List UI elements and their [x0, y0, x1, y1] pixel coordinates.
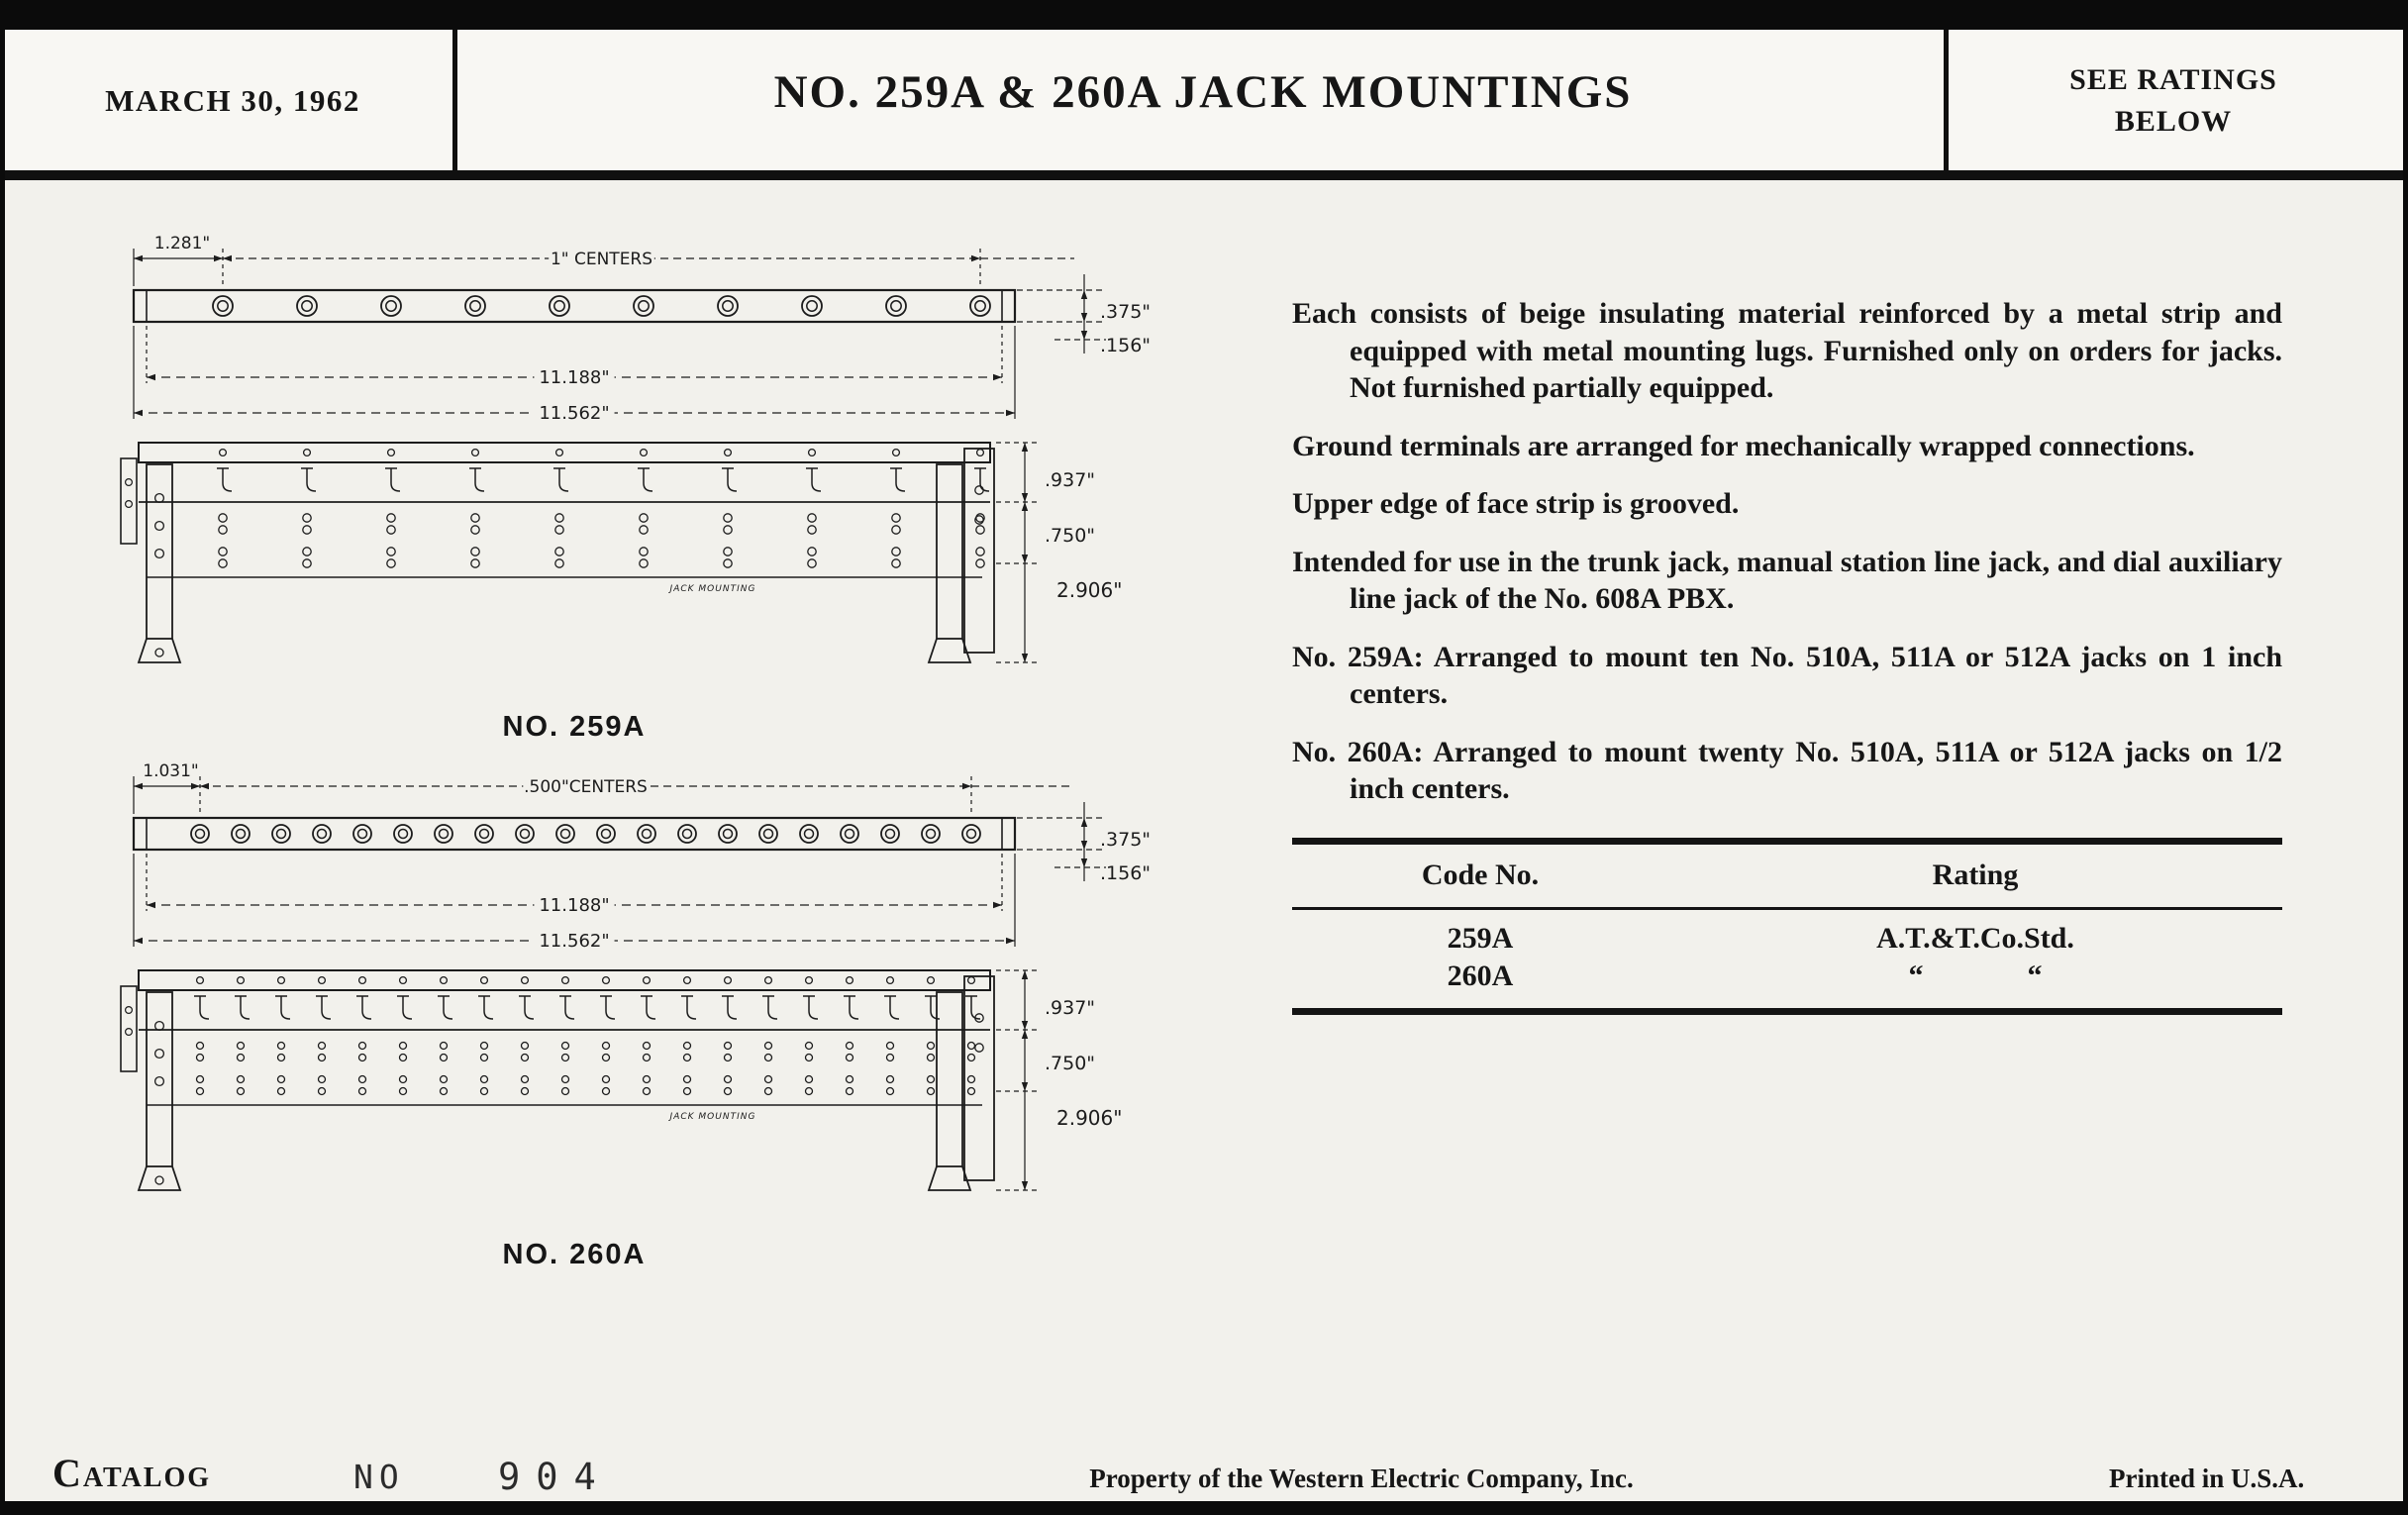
ground-terminal: [238, 1055, 245, 1061]
ground-terminal: [555, 514, 563, 522]
ground-terminal: [522, 1043, 529, 1050]
footer-catalog-word: Catalog: [52, 1451, 212, 1495]
jack-hole: [475, 825, 493, 843]
jack-hole: [638, 825, 655, 843]
ground-terminal: [976, 548, 984, 556]
paragraph-259a: No. 259A: Arranged to mount ten No. 510A, 511A or 512A jacks on 1 inch centers.: [1292, 640, 2282, 710]
svg-text:11.188": 11.188": [539, 895, 610, 916]
top-dimensions: [134, 234, 1074, 286]
ground-terminal: [319, 1088, 326, 1095]
ground-terminal: [968, 1088, 975, 1095]
ground-terminal: [765, 1088, 772, 1095]
table-row: [1292, 910, 2282, 958]
jack-hole: [759, 825, 777, 843]
ground-terminal: [892, 526, 900, 534]
ground-terminal: [808, 559, 816, 567]
svg-text:.750": .750": [1045, 1053, 1096, 1074]
page-title: NO. 259A & 260A JACK MOUNTINGS: [773, 66, 1633, 118]
paragraph-materials: Each consists of beige insulating material reinforced by a metal strip and equipped with metal mounting lugs. Furnished only on orders for jacks. Not furnished partially equipped.: [1292, 297, 2282, 404]
footer-catalog-number: 904: [498, 1456, 612, 1498]
ground-terminal: [644, 1043, 651, 1050]
ground-terminal: [238, 1088, 245, 1095]
table-header-code: Code No.: [1421, 858, 1540, 891]
jack-hole: [191, 825, 209, 843]
ground-terminal: [644, 1088, 651, 1095]
table-header-rating: Rating: [1932, 858, 2019, 891]
ground-terminal: [219, 514, 227, 522]
description-column: [1292, 295, 2282, 1015]
ratings-note-line1: SEE RATINGS: [2069, 63, 2277, 96]
ground-terminal: [765, 1055, 772, 1061]
ground-terminal: [847, 1088, 853, 1095]
rear-view: [121, 443, 994, 662]
jack-hole: [802, 296, 822, 316]
ground-terminal: [640, 514, 648, 522]
ground-terminal: [887, 1076, 894, 1083]
ground-terminal: [603, 1076, 610, 1083]
ground-terminal: [806, 1043, 813, 1050]
ground-terminal: [400, 1088, 407, 1095]
ground-terminal: [806, 1088, 813, 1095]
ground-terminal: [724, 526, 732, 534]
ground-terminal: [238, 1076, 245, 1083]
ground-terminal: [471, 559, 479, 567]
table-cell-code: 259A: [1447, 922, 1514, 955]
mounting-bracket-left: [139, 464, 180, 662]
front-strip-view: [134, 290, 1015, 322]
ground-terminal: [725, 1043, 732, 1050]
ground-terminal: [765, 1076, 772, 1083]
ground-terminal: [319, 1076, 326, 1083]
ground-terminal: [359, 1055, 366, 1061]
ground-terminal: [562, 1043, 569, 1050]
ground-terminal: [724, 548, 732, 556]
ground-terminal: [887, 1055, 894, 1061]
ground-terminal: [481, 1043, 488, 1050]
ground-terminal: [725, 1076, 732, 1083]
ground-terminal: [725, 1088, 732, 1095]
ground-terminal: [644, 1055, 651, 1061]
ground-terminal: [197, 1076, 204, 1083]
jack-hole: [465, 296, 485, 316]
jack-hole: [272, 825, 290, 843]
ground-terminal: [928, 1055, 935, 1061]
ground-terminal: [555, 559, 563, 567]
ground-terminal: [806, 1055, 813, 1061]
table-cell-rating: “ “: [1908, 959, 2043, 992]
ground-terminal: [976, 559, 984, 567]
top-dimensions: [134, 761, 1074, 814]
table-row: [1292, 958, 2282, 1009]
jack-hole: [550, 296, 569, 316]
ground-terminal: [387, 514, 395, 522]
mounting-bracket-left: [139, 992, 180, 1190]
header-ratings-note: [1954, 59, 2393, 143]
ground-terminal: [808, 548, 816, 556]
ground-terminal: [603, 1088, 610, 1095]
header-rule: [5, 170, 2403, 180]
table-cell-code: 260A: [1447, 959, 1514, 992]
svg-text:11.562": 11.562": [539, 931, 610, 952]
ground-terminal: [808, 514, 816, 522]
ground-terminal: [968, 1076, 975, 1083]
jack-hole: [232, 825, 250, 843]
jack-hole: [516, 825, 534, 843]
ground-terminal: [219, 548, 227, 556]
ground-terminal: [847, 1043, 853, 1050]
jack-hole: [435, 825, 452, 843]
ground-terminal: [725, 1055, 732, 1061]
ground-terminal: [684, 1088, 691, 1095]
jack-hole: [881, 825, 899, 843]
rear-view: [121, 970, 994, 1190]
header-date: MARCH 30, 1962: [105, 83, 360, 118]
ground-terminal: [555, 548, 563, 556]
ground-terminal: [847, 1076, 853, 1083]
length-dimensions: [134, 854, 1015, 953]
jack-hole: [800, 825, 818, 843]
jack-hole: [313, 825, 331, 843]
ground-terminal: [640, 526, 648, 534]
mounting-bracket-right: [929, 449, 994, 662]
ground-terminal: [197, 1088, 204, 1095]
ground-terminal: [684, 1043, 691, 1050]
ground-terminal: [319, 1055, 326, 1061]
ground-terminal: [976, 526, 984, 534]
jack-hole: [297, 296, 317, 316]
footer-property-note: Property of the Western Electric Company, Inc.: [1089, 1464, 1634, 1493]
drawing-260a: [119, 760, 1208, 1226]
ground-terminal: [562, 1076, 569, 1083]
ground-terminal: [765, 1043, 772, 1050]
ground-terminal: [724, 514, 732, 522]
jack-hole: [922, 825, 940, 843]
ground-terminal: [387, 526, 395, 534]
ground-terminal: [603, 1043, 610, 1050]
ground-terminal: [724, 559, 732, 567]
ground-terminal: [928, 1076, 935, 1083]
jack-hole: [556, 825, 574, 843]
drawing-259a: [119, 233, 1208, 698]
ground-terminal: [562, 1055, 569, 1061]
thickness-dimensions: [1017, 274, 1151, 356]
svg-text:1.281": 1.281": [153, 234, 211, 253]
ground-terminal: [892, 548, 900, 556]
ratings-note-line2: BELOW: [2114, 105, 2233, 138]
height-dimensions: [996, 443, 1122, 662]
ground-terminal: [238, 1043, 245, 1050]
ground-terminal: [319, 1043, 326, 1050]
ground-terminal: [562, 1088, 569, 1095]
jack-hole: [970, 296, 990, 316]
header-divider-left: [452, 30, 457, 170]
ground-terminal: [400, 1055, 407, 1061]
ground-terminal: [278, 1043, 285, 1050]
jack-hole: [634, 296, 653, 316]
catalog-page: [5, 30, 2403, 1501]
ground-terminal: [684, 1076, 691, 1083]
ground-terminal: [892, 514, 900, 522]
ground-terminal: [441, 1088, 448, 1095]
paragraph-260a: No. 260A: Arranged to mount twenty No. 510A, 511A or 512A jacks on 1/2 inch centers.: [1292, 735, 2282, 805]
paragraph-intended-use: Intended for use in the trunk jack, manual station line jack, and dial auxiliary line jack of the No. 608A PBX.: [1292, 545, 2282, 615]
ground-terminal: [522, 1076, 529, 1083]
svg-text:.156": .156": [1100, 862, 1152, 884]
ground-terminal: [603, 1055, 610, 1061]
ground-terminal: [441, 1043, 448, 1050]
ground-terminal: [808, 526, 816, 534]
mounting-views: [121, 234, 1151, 662]
ground-terminal: [471, 514, 479, 522]
svg-text:11.562": 11.562": [539, 403, 610, 424]
ground-terminal: [219, 559, 227, 567]
ground-terminal: [278, 1055, 285, 1061]
ground-terminal: [928, 1043, 935, 1050]
svg-text:.375": .375": [1100, 301, 1152, 323]
ground-terminal: [400, 1076, 407, 1083]
header-divider-right: [1944, 30, 1949, 170]
ground-terminal: [887, 1088, 894, 1095]
ground-terminal: [968, 1055, 975, 1061]
ground-terminal: [278, 1088, 285, 1095]
ground-terminal: [303, 514, 311, 522]
jack-hole: [213, 296, 233, 316]
ground-terminal: [887, 1043, 894, 1050]
svg-text:2.906": 2.906": [1056, 1106, 1123, 1130]
ground-terminal: [522, 1088, 529, 1095]
ground-terminal: [968, 1043, 975, 1050]
ground-terminal: [219, 526, 227, 534]
ground-terminal: [640, 559, 648, 567]
ground-terminal: [197, 1043, 204, 1050]
ground-terminal: [303, 526, 311, 534]
ground-terminal: [481, 1088, 488, 1095]
ratings-table-header: [1292, 845, 2282, 911]
ground-terminal: [303, 548, 311, 556]
jack-hole: [394, 825, 412, 843]
svg-text:1" CENTERS: 1" CENTERS: [550, 250, 653, 269]
jack-hole: [381, 296, 401, 316]
length-dimensions: [134, 326, 1015, 425]
svg-text:JACK MOUNTING: JACK MOUNTING: [669, 584, 756, 594]
footer-printed-note: Printed in U.S.A.: [2109, 1464, 2305, 1493]
jack-hole: [597, 825, 615, 843]
page-header: [5, 30, 2403, 170]
ground-terminal: [847, 1055, 853, 1061]
ground-terminal: [303, 559, 311, 567]
jack-hole: [678, 825, 696, 843]
ground-terminal: [441, 1055, 448, 1061]
ground-terminal: [892, 559, 900, 567]
svg-text:.375": .375": [1100, 829, 1152, 851]
ground-terminal: [640, 548, 648, 556]
ground-terminal: [359, 1088, 366, 1095]
paragraph-ground-terminals: Ground terminals are arranged for mechanically wrapped connections.: [1292, 429, 2195, 462]
svg-text:.937": .937": [1045, 469, 1096, 491]
footer-catalog-no-label: NO: [353, 1458, 405, 1496]
svg-text:1.031": 1.031": [143, 761, 199, 781]
table-cell-rating: A.T.&T.Co.Std.: [1876, 922, 2074, 955]
ground-terminal: [471, 526, 479, 534]
paragraph-face-strip: Upper edge of face strip is grooved.: [1292, 487, 1740, 520]
svg-text:.156": .156": [1100, 335, 1152, 356]
jack-hole: [718, 296, 738, 316]
ground-terminal: [555, 526, 563, 534]
svg-text:.750": .750": [1045, 525, 1096, 547]
jack-hole: [719, 825, 737, 843]
ratings-table: [1292, 838, 2282, 1016]
ground-terminal: [522, 1055, 529, 1061]
ground-terminal: [806, 1076, 813, 1083]
ground-terminal: [644, 1076, 651, 1083]
jack-hole: [962, 825, 980, 843]
svg-text:2.906": 2.906": [1056, 578, 1123, 602]
height-dimensions: [996, 970, 1122, 1190]
jack-hole: [886, 296, 906, 316]
ground-terminal: [400, 1043, 407, 1050]
mounting-views: [121, 761, 1151, 1190]
svg-text:JACK MOUNTING: JACK MOUNTING: [669, 1112, 756, 1122]
ground-terminal: [197, 1055, 204, 1061]
ground-terminal: [471, 548, 479, 556]
thickness-dimensions: [1017, 802, 1151, 884]
ground-terminal: [481, 1076, 488, 1083]
jack-hole: [353, 825, 371, 843]
ground-terminal: [387, 559, 395, 567]
ground-terminal: [928, 1088, 935, 1095]
ground-terminal: [359, 1043, 366, 1050]
mounting-bracket-right: [929, 976, 994, 1190]
drawing-label-259a: NO. 259A: [502, 711, 647, 743]
jack-hole: [841, 825, 858, 843]
ground-terminal: [684, 1055, 691, 1061]
svg-text:.500"CENTERS: .500"CENTERS: [524, 777, 648, 797]
ground-terminal: [441, 1076, 448, 1083]
front-strip-view: [134, 818, 1015, 850]
svg-text:.937": .937": [1045, 997, 1096, 1019]
ground-terminal: [481, 1055, 488, 1061]
ground-terminal: [278, 1076, 285, 1083]
ground-terminal: [387, 548, 395, 556]
ground-terminal: [359, 1076, 366, 1083]
drawing-label-260a: NO. 260A: [502, 1239, 647, 1270]
svg-text:11.188": 11.188": [539, 367, 610, 388]
